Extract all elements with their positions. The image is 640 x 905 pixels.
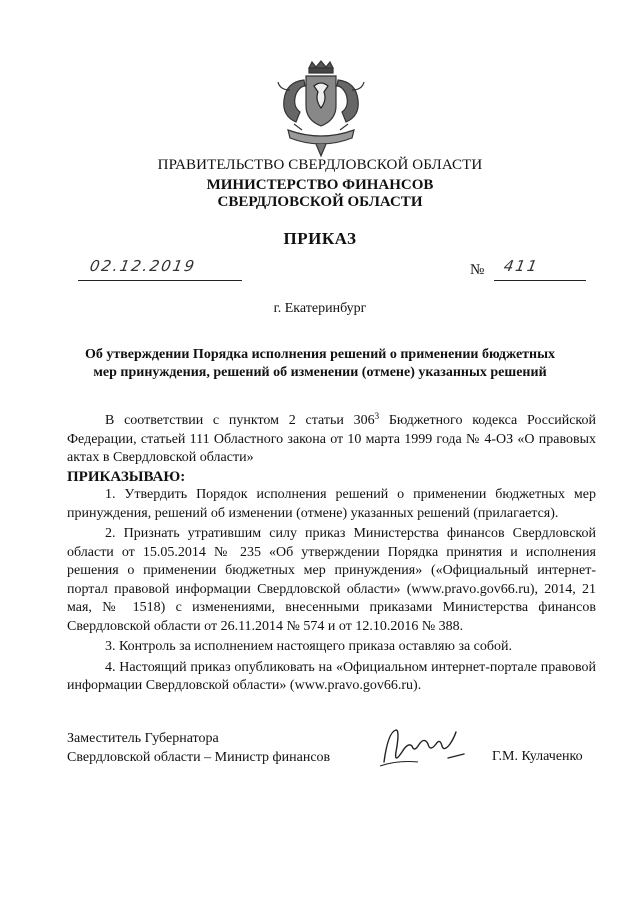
preamble-text-b: Бюджетного кодекса Российской Федерации, статьей 111 Областного закона от 10 марта 1999 года № 4-ОЗ «О правовых актах в Свердловской области» [67,413,597,465]
handwritten-number: 411 [502,257,541,275]
number-field [494,258,586,281]
date-field [78,258,242,281]
preamble-text-a: В соответствии с пунктом 2 статьи 306 [105,413,375,428]
government-title: ПРАВИТЕЛЬСТВО СВЕРДЛОВСКОЙ ОБЛАСТИ [157,157,483,173]
number-label: № [470,262,485,278]
signatory-position-line1: Заместитель Губернатора [67,731,219,746]
preamble-paragraph [67,412,596,468]
document-body [67,412,596,696]
handwritten-signature [378,722,470,772]
coat-of-arms-emblem [272,60,370,160]
signatory-name: Г.М. Кулаченко [492,749,583,764]
city-line: г. Екатеринбург [273,301,367,316]
order-item-3: 3. Контроль за исполнением настоящего приказа оставляю за собой. [105,639,513,654]
preamble-superscript: 3 [374,411,380,421]
document-type-heading: ПРИКАЗ [283,229,357,248]
ministry-title-line2: СВЕРДЛОВСКОЙ ОБЛАСТИ [217,194,423,210]
signatory-position [67,730,330,767]
subject-line1: Об утверждении Порядка исполнения решений о применении бюджетных [84,347,556,362]
handwritten-date: 02.12.2019 [88,257,198,275]
signatory-position-line2: Свердловской области – Министр финансов [67,749,331,765]
order-item-1: 1. Утвердить Порядок исполнения решений о применении бюджетных мер принуждения, решений об изменении (отмене) указанных решений (прилагается). [67,487,596,521]
ministry-title-line1: МИНИСТЕРСТВО ФИНАНСОВ [206,177,434,193]
order-item-4: 4. Настоящий приказ опубликовать на «Официальном интернет-портале правовой информации Свердловской области» (www.pravo.gov66.ru). [67,659,596,693]
order-word: ПРИКАЗЫВАЮ: [67,468,186,485]
subject-line2: мер принуждения, решений об изменении (отмене) указанных решений [93,365,547,380]
order-item-2: 2. Признать утратившим силу приказ Министерства финансов Свердловской области от 15.05.2014 № 235 «Об утверждении Порядка принятия и исполнения решения о применении бюджетных мер принуждения» («Официальный интернет-портал правовой информации Свердловской области» (www.pravo.gov66.ru), 2014, 21 мая, № 1518) с изменениями, внесенными приказами Министерства финансов Свердловской области от 26.11.2014 № 574 и от 12.10.2016 № 388. [67,526,596,634]
